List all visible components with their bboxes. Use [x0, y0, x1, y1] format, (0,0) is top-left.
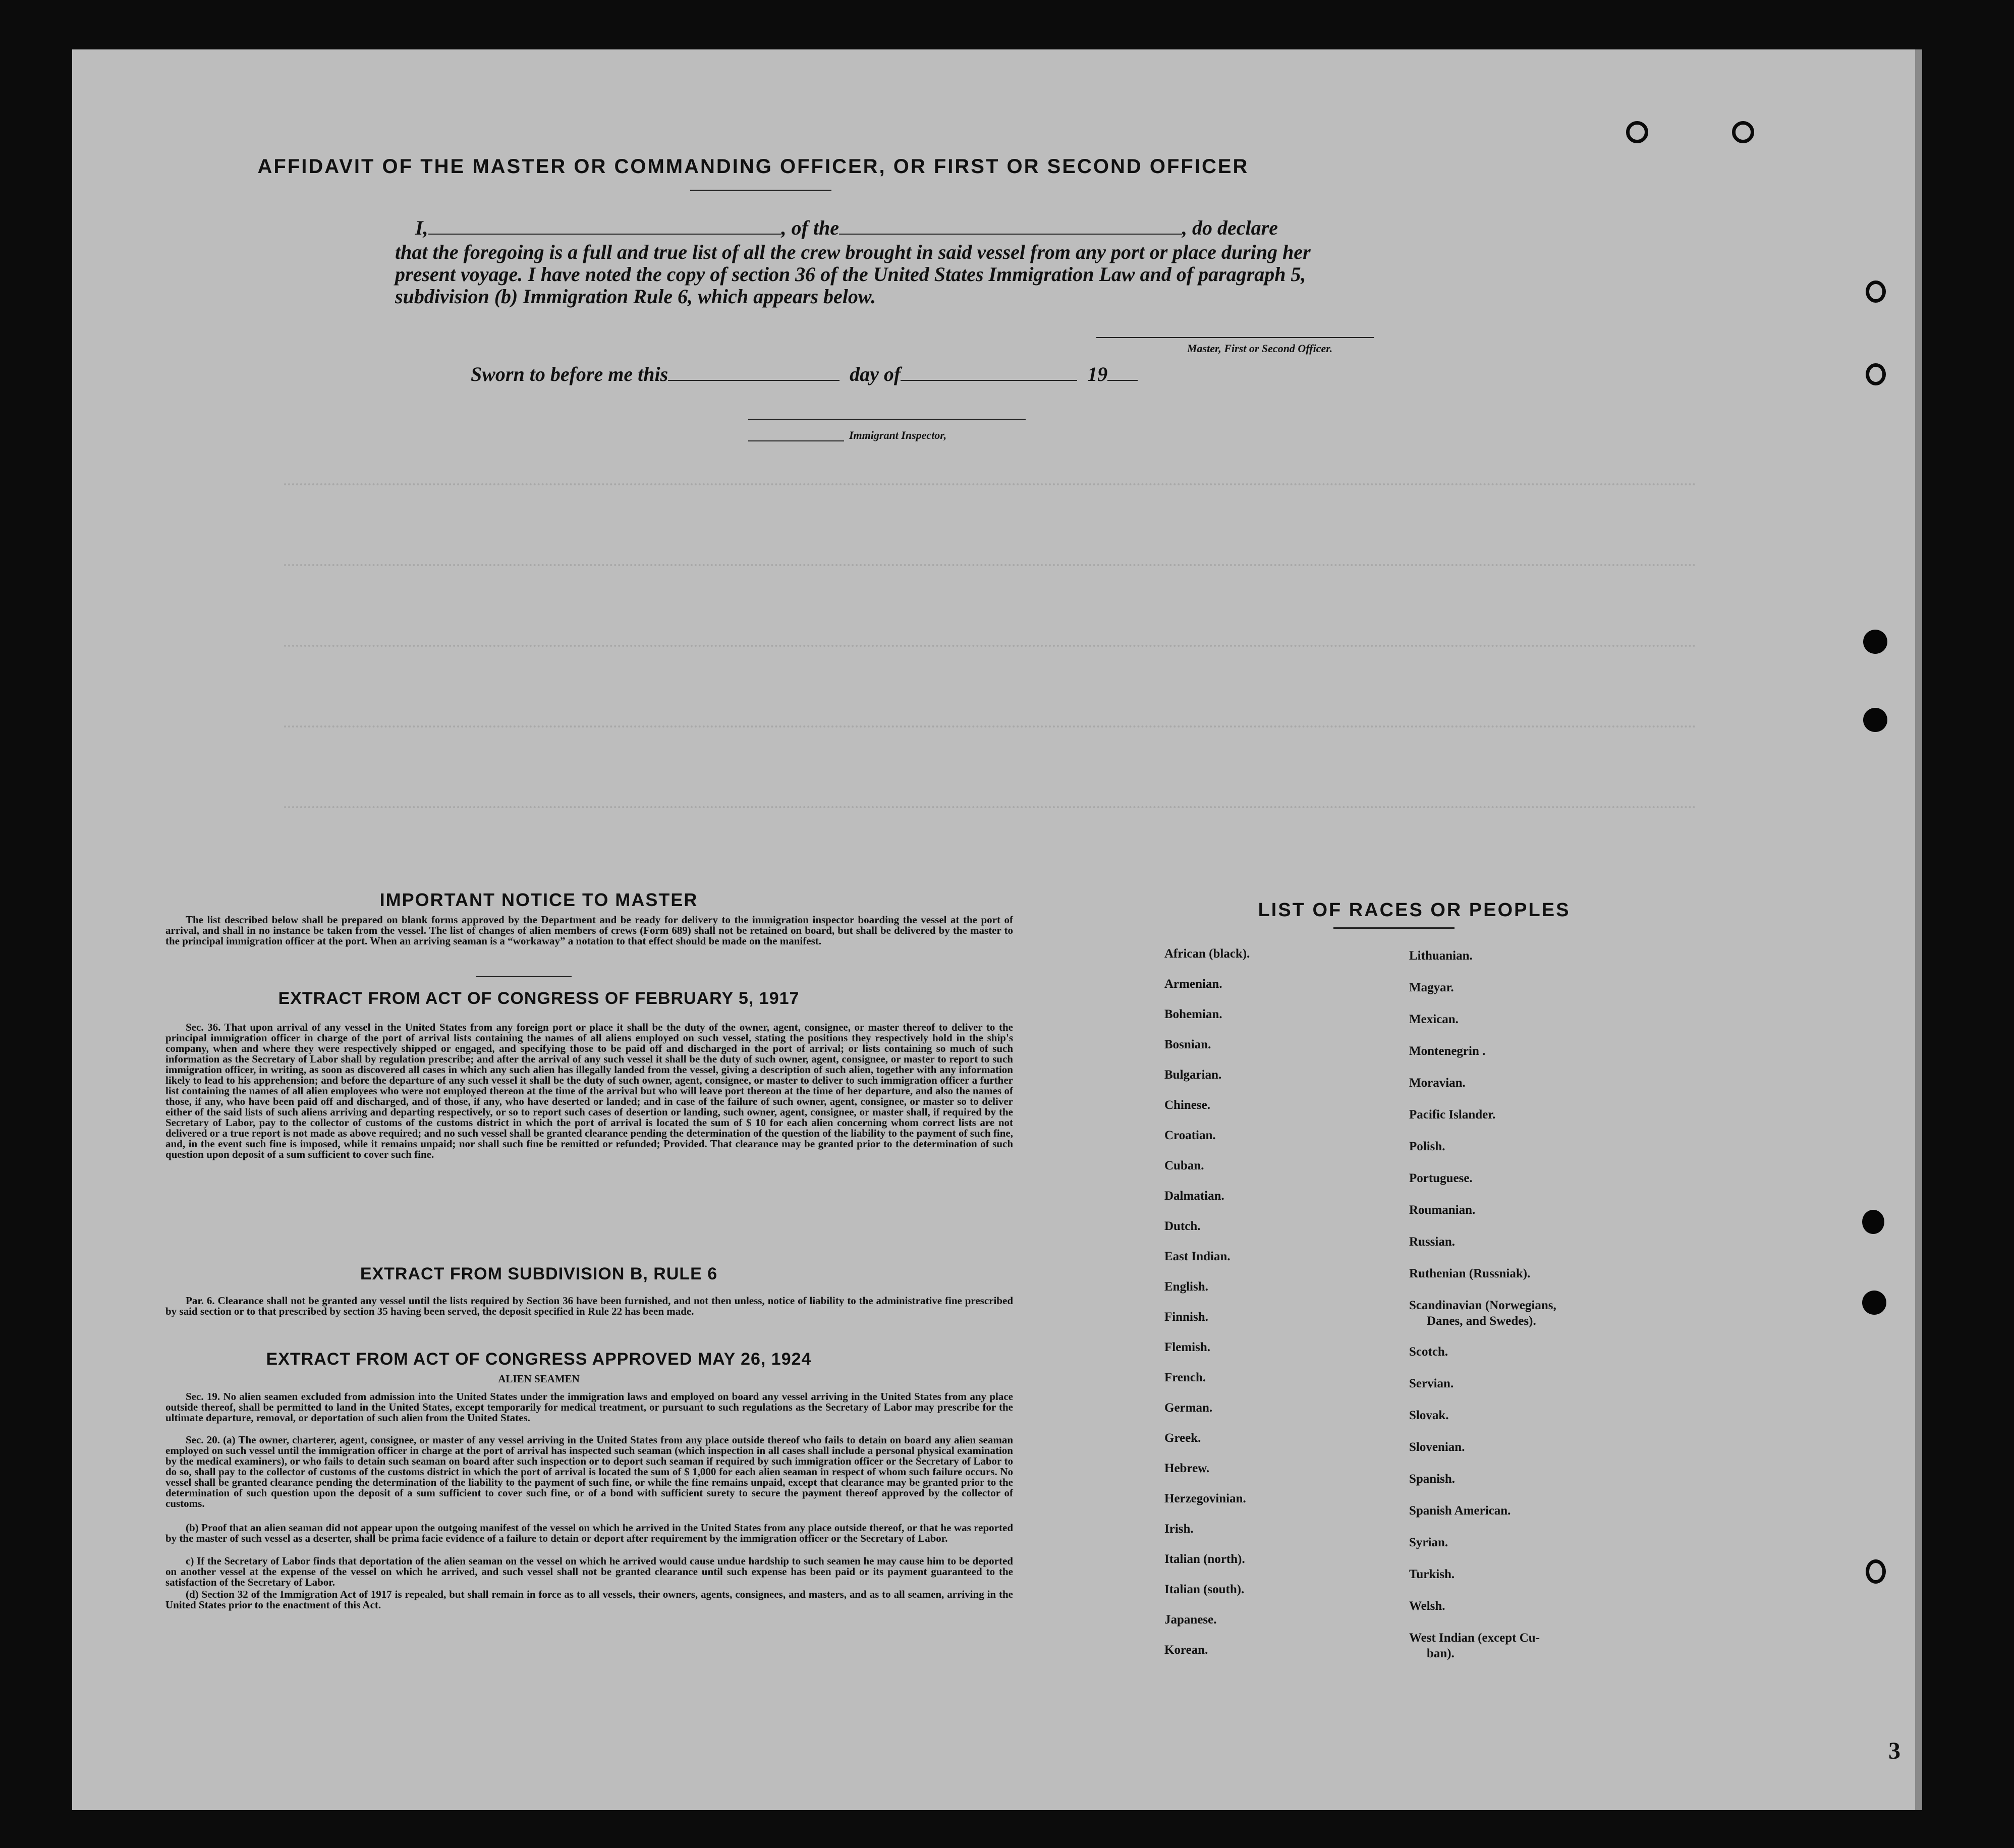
document-page — [72, 49, 1922, 1810]
punch-hole-icon — [1863, 630, 1887, 654]
race-right: Spanish. — [1409, 1472, 1456, 1486]
sworn-year-blank — [1107, 365, 1138, 381]
race-left: Korean. — [1164, 1643, 1208, 1657]
name-blank — [428, 218, 781, 235]
race-left: German. — [1164, 1401, 1213, 1415]
sworn-day-of: day of — [850, 363, 901, 385]
punch-hole-icon — [1626, 121, 1648, 143]
race-left: Herzegovinian. — [1164, 1492, 1246, 1505]
affidavit-line-1 — [395, 216, 1449, 240]
sworn-line — [471, 362, 1525, 386]
sworn-to: Sworn to before me this — [471, 363, 668, 385]
affidavit-i: I, — [415, 216, 428, 239]
notice-title: IMPORTANT NOTICE TO MASTER — [379, 889, 698, 910]
bleed-through-row — [284, 806, 1697, 810]
punch-hole-icon — [1862, 1291, 1886, 1315]
race-left: Japanese. — [1164, 1613, 1217, 1627]
race-right: Slovak. — [1409, 1409, 1449, 1422]
race-right: Syrian. — [1409, 1536, 1448, 1549]
extract-rule6-title: EXTRACT FROM SUBDIVISION B, RULE 6 — [360, 1264, 718, 1283]
race-right: Servian. — [1409, 1377, 1454, 1390]
race-right: Moravian. — [1409, 1076, 1466, 1090]
race-left: Croatian. — [1164, 1129, 1216, 1142]
bleed-through-row — [284, 725, 1697, 730]
notice-rule — [476, 976, 572, 977]
race-right: Polish. — [1409, 1140, 1445, 1153]
bleed-through-row — [284, 564, 1697, 568]
race-left: Hebrew. — [1164, 1462, 1210, 1475]
extract-1924-sec19: Sec. 19. No alien seamen excluded from admission into the United States under the immigration laws and employed on board any vessel arriving in the United States from any place outside thereof, shall be permitted to land in the United States, except temporarily for medical treatment, or pursuant to such regulations as the Secretary of Labor may prescribe for the ultimate departure, removal, or deportation of such alien from the United States. — [165, 1390, 1013, 1424]
race-left: Greek. — [1164, 1431, 1201, 1445]
races-title: LIST OF RACES OR PEOPLES — [1258, 900, 1571, 921]
sworn-month-blank — [901, 365, 1077, 381]
race-right: Russian. — [1409, 1235, 1456, 1249]
race-right: Welsh. — [1409, 1599, 1445, 1613]
extract-1924-sec20d: (d) Section 32 of the Immigration Act of 1917 is repealed, but shall remain in force as to all vessels, their owners, agents, consignees, and masters, and as to all seamen, arriving in the United States prior to the enactment of this Act. — [165, 1588, 1013, 1611]
race-right: Montenegrin . — [1409, 1044, 1486, 1058]
inspector-signature-line — [748, 419, 1026, 420]
race-left: African (black). — [1164, 947, 1250, 961]
race-right: Magyar. — [1409, 981, 1454, 994]
race-left: Chinese. — [1164, 1098, 1210, 1112]
affidavit-title-rule — [690, 190, 831, 191]
race-left: Dalmatian. — [1164, 1189, 1224, 1203]
bleed-through-row — [284, 483, 1697, 487]
affidavit-of-the: , of the — [781, 216, 840, 239]
race-left: Irish. — [1164, 1522, 1194, 1536]
master-signature-caption: Master, First or Second Officer. — [1187, 342, 1333, 355]
master-signature-line — [1096, 337, 1374, 338]
vessel-blank — [839, 218, 1182, 235]
race-right: Pacific Islander. — [1409, 1108, 1496, 1122]
bleed-through-row — [284, 645, 1697, 649]
affidavit-line-2: that the foregoing is a full and true list of all the crew brought in said vessel from any port or place during her — [395, 241, 1311, 263]
race-right: Scandinavian (Norwegians, — [1409, 1299, 1556, 1312]
race-right: West Indian (except Cu- — [1409, 1631, 1540, 1645]
race-left: Finnish. — [1164, 1310, 1208, 1324]
sworn-year: 19 — [1087, 363, 1108, 385]
extract-1924-title: EXTRACT FROM ACT OF CONGRESS APPROVED MAY 26, 1924 — [266, 1350, 812, 1369]
race-right: ban). — [1427, 1647, 1454, 1660]
race-right: Mexican. — [1409, 1013, 1459, 1026]
affidavit-line-3: present voyage. I have noted the copy of section 36 of the United States Immigration Law and of paragraph 5, — [395, 263, 1306, 286]
race-left: English. — [1164, 1280, 1208, 1294]
race-right: Slovenian. — [1409, 1440, 1465, 1454]
race-left: Armenian. — [1164, 977, 1222, 991]
extract-1917-title: EXTRACT FROM ACT OF CONGRESS OF FEBRUARY 5, 1917 — [278, 989, 800, 1008]
notice-body: The list described below shall be prepared on blank forms approved by the Department and be ready for delivery to the immigration inspector boarding the vessel at the port of arrival, and shall in no instance be taken from the vessel. The list of changes of alien members of crews (Form 689) shall not be retained on board, but shall be delivered by the master to the principal immigration officer at the port. When an arriving seaman is a “workaway” a notation to that effect should be made on the manifest. — [165, 914, 1013, 947]
race-right: Lithuanian. — [1409, 949, 1473, 963]
punch-hole-icon — [1866, 363, 1886, 385]
race-right: Ruthenian (Russniak). — [1409, 1267, 1531, 1280]
race-right: Scotch. — [1409, 1345, 1448, 1359]
inspector-caption-rule — [748, 440, 844, 441]
extract-rule6-body: Par. 6. Clearance shall not be granted any vessel until the lists required by Section 36 have been furnished, and not then unless, notice of liability to the administrative fine prescribed by said section or to that prescribed by section 35 having been served, the deposit specified in Rule 22 has been made. — [165, 1295, 1013, 1317]
punch-hole-icon — [1732, 121, 1754, 143]
page-edge — [1915, 49, 1922, 1810]
race-right: Portuguese. — [1409, 1171, 1473, 1185]
handwritten-page-number: 3 — [1888, 1738, 1900, 1764]
punch-hole-icon — [1862, 1210, 1884, 1234]
race-left: Dutch. — [1164, 1219, 1201, 1233]
race-right: Spanish American. — [1409, 1504, 1511, 1518]
affidavit-title: AFFIDAVIT OF THE MASTER OR COMMANDING OFFICER, OR FIRST OR SECOND OFFICER — [257, 155, 1249, 178]
extract-1924-subtitle: ALIEN SEAMEN — [498, 1373, 580, 1385]
race-left: French. — [1164, 1371, 1206, 1384]
race-left: Italian (north). — [1164, 1552, 1245, 1566]
punch-hole-icon — [1866, 1559, 1886, 1584]
extract-1924-sec20a: Sec. 20. (a) The owner, charterer, agent, consignee, or master of any vessel arriving in the United States from any place outside thereof who fails to detain on board any alien seaman employed on such vessel until the immigration officer in charge at the port of arrival has inspected such seaman (which inspection in all cases shall include a personal physical examination by the medical examiners), or who fails to detain such seaman on board after such inspection or to deport such seaman if required by such immigration officer or the Secretary of Labor to do so, shall pay to the collector of customs of the customs district in which the port of arrival is located the sum of $ 1,000 for each alien seaman in respect of whom such failure occurs. No vessel shall be granted clearance pending the determination of the liability to the payment of such fine, or while the fine remains unpaid, except that clearance may be granted prior to the determination of such question upon the deposit of a sum sufficient to cover such fine, or of a bond with sufficient surety to secure the payment thereof approved by the collector of customs. — [165, 1434, 1013, 1509]
inspector-caption: Immigrant Inspector, — [849, 429, 947, 441]
race-left: Bulgarian. — [1164, 1068, 1222, 1082]
punch-hole-icon — [1866, 281, 1886, 303]
extract-1917-body: Sec. 36. That upon arrival of any vessel in the United States from any foreign port or place it shall be the duty of the owner, agent, consignee, or master thereof to deliver to the principal immigration officer in charge of the port of arrival lists containing the names of all aliens employed on such vessel, stating the positions they respectively hold in the ship's company, when and where they were respectively shipped or engaged, and specifying those to be paid off and discharged in the port of arrival; or lists containing so much of such information as the Secretary of Labor shall by regulation prescribe; and after the arrival of any such vessel it shall be the duty of such owner, agent, consignee, or master to report to such immigration officer, in writing, as soon as discovered all cases in which any such alien has illegally landed from the vessel, giving a description of such alien, together with any information likely to lead to his apprehension; and before the departure of any such vessel it shall be the duty of such owner, agent, consignee, or master to deliver to such immigration officer a further list containing the names of all alien employees who were not employed thereon at the time of the arrival but who will leave port thereon at the time of her departure, and also the names of those, if any, who have been paid off and discharged, and of those, if any, who have deserted or landed; and in case of the failure of such owner, agent, consignee, or master so to deliver either of the said lists of such aliens arriving and departing respectively, or so to report such cases of desertion or landing, such owner, agent, consignee, or master shall, if required by the Secretary of Labor, pay to the collector of customs of the customs district in which the port of arrival is located the sum of $ 10 for each alien concerning whom correct lists are not delivered or a true report is not made as above required; and no such vessel shall be granted clearance pending the determination of the question of the liability to the payment of such fine, and, in the event such fine is imposed, while it remains unpaid; nor shall such fine be remitted or refunded; Provided. That clearance may be granted prior to the determination of such question upon deposit of a sum sufficient to cover such fine. — [165, 1021, 1013, 1160]
sworn-day-blank — [668, 365, 840, 381]
affidavit-declare: , do declare — [1182, 216, 1278, 239]
race-right: Danes, and Swedes). — [1427, 1314, 1536, 1328]
extract-1924-sec20b: (b) Proof that an alien seaman did not appear upon the outgoing manifest of the vessel on which he arrived in the United States from any place outside thereof, or that he was reported by the master of such vessel as a deserter, shall be prima facie evidence of a failure to detain or deport after requirement by the immigration officer or the Secretary of Labor. — [165, 1522, 1013, 1544]
race-right: Roumanian. — [1409, 1203, 1476, 1217]
race-right: Turkish. — [1409, 1567, 1455, 1581]
race-left: Italian (south). — [1164, 1583, 1245, 1596]
race-left: Bosnian. — [1164, 1038, 1211, 1051]
race-left: Bohemian. — [1164, 1007, 1222, 1021]
race-left: Cuban. — [1164, 1159, 1204, 1172]
races-title-rule — [1333, 927, 1454, 929]
affidavit-line-4: subdivision (b) Immigration Rule 6, which appears below. — [395, 285, 876, 308]
race-left: East Indian. — [1164, 1250, 1230, 1263]
race-left: Flemish. — [1164, 1340, 1210, 1354]
extract-1924-sec20c: c) If the Secretary of Labor finds that deportation of the alien seaman on the vessel on which he arrived would cause undue hardship to such seamen he may cause him to be deported on another vessel at the expense of the vessel on which he arrived, and such vessel shall not be granted clearance until such expense has been paid or its payment guaranteed to the satisfaction of the Secretary of Labor. — [165, 1555, 1013, 1588]
punch-hole-icon — [1863, 708, 1887, 732]
